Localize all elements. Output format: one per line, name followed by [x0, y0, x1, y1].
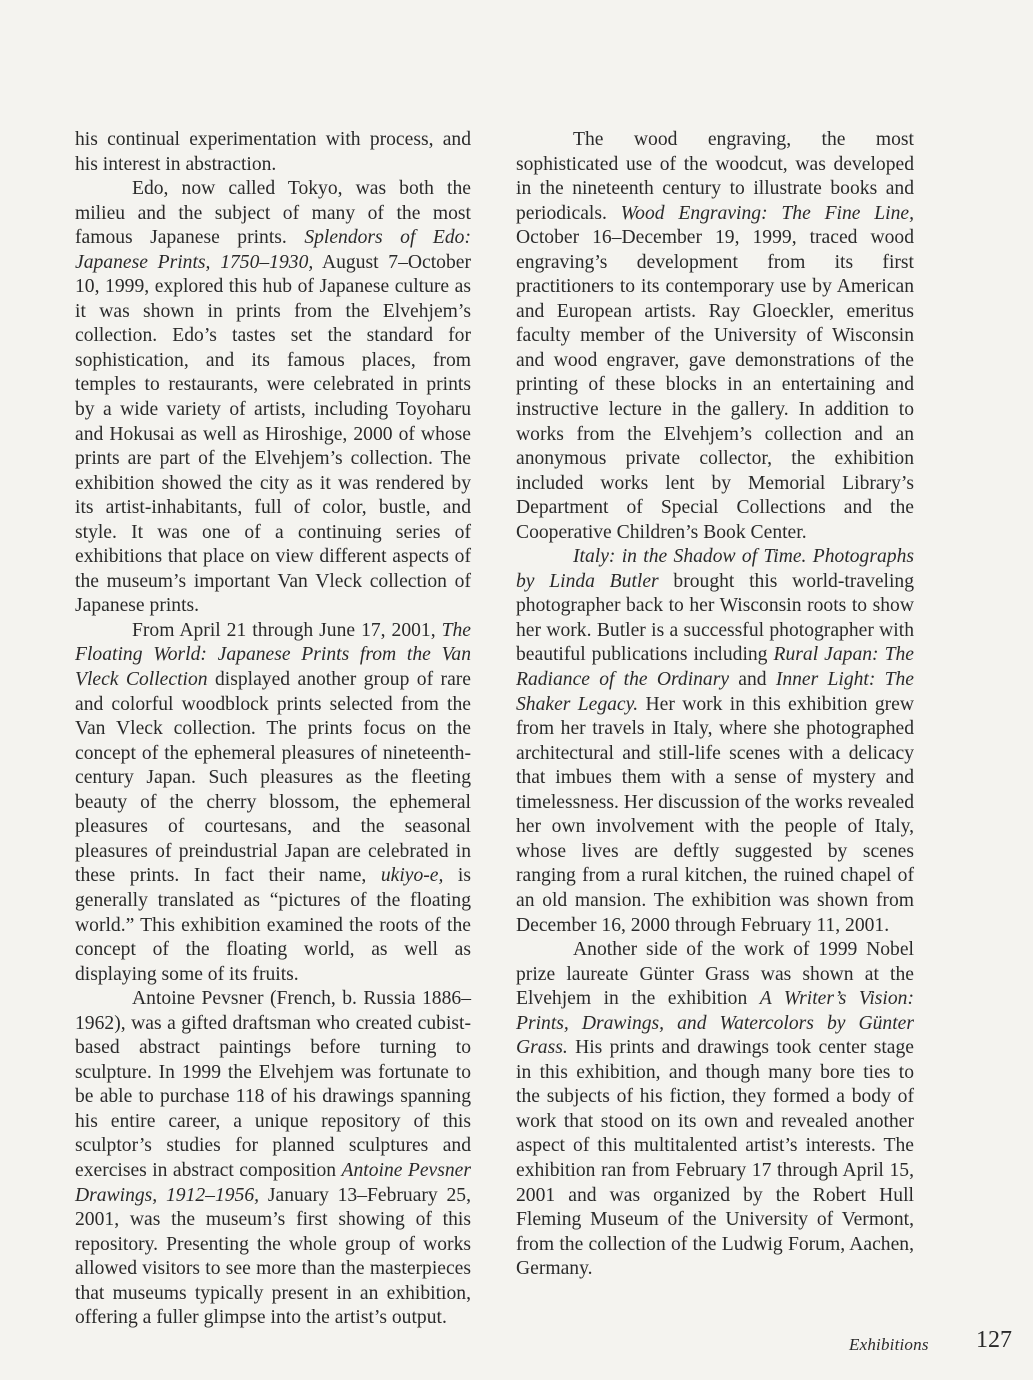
paragraph-text: January 13–February 25, 2001, was the museum’s first showing of this repository. Presenting the whole group of works allowed visitors to see more than the masterpieces that museums typically present in an exhibition, offering a fuller glimpse into the artist’s output. [75, 1184, 472, 1329]
paragraph [75, 177, 471, 619]
right-column [516, 128, 914, 1282]
paragraph-text: his continual experimentation with process, and his interest in abstraction. [75, 129, 471, 175]
paragraph-text: is generally translated as “pictures of the floating world.” This exhibition examined the roots of the concept of the floating world, as well as displaying some of its fruits. [75, 865, 471, 985]
paragraph-text: Another side of the work of 1999 Nobel prize laureate Günter Grass was shown at the Elvehjem in the exhibition [516, 939, 914, 1010]
paragraph-text: and [729, 669, 776, 691]
book-title: Inner Light: The Shaker Legacy. [516, 669, 914, 715]
paragraph [75, 619, 471, 987]
exhibition-title: The Floating World: Japanese Prints from the Van Vleck Collection [75, 619, 471, 691]
page-number: 127 [976, 1327, 1012, 1353]
paragraph [516, 545, 914, 938]
paragraph-text: brought this world-traveling photographer back to her Wisconsin roots to show her work. Butler is a successful photographer with beautiful publications including [516, 570, 915, 666]
paragraph-text: Her work in this exhibition grew from her travels in Italy, where she photographed architectural and still-life scenes with a delicacy that imbues them with a sense of mystery and timelessness. Her discussion of the works revealed her own involvement with the people of Italy, whose lives are deftly suggested by scenes ranging from a rural kitchen, the ruined chapel of an old mansion. The exhibition was shown from December 16, 2000 through February 11, 2001. [516, 693, 914, 936]
exhibition-title: Antoine Pevsner Drawings, 1912–1956, [75, 1159, 471, 1206]
paragraph-text: The wood engraving, the most sophisticated use of the woodcut, was developed in the nineteenth century to illustrate books and periodicals. [516, 129, 914, 224]
paragraph-text: From April 21 through June 17, 2001, [132, 619, 442, 641]
book-title: Rural Japan: The Radiance of the Ordinary [516, 644, 914, 691]
paragraph [75, 128, 471, 177]
paragraph [75, 987, 471, 1331]
left-column [75, 128, 471, 1331]
paragraph [516, 128, 914, 545]
paragraph [516, 938, 914, 1282]
exhibition-title: Wood Engraving: The Fine Line, [620, 202, 914, 224]
exhibition-title: A Writer’s Vision: Prints, Drawings, and Watercolors by Günter Grass. [516, 988, 914, 1059]
paragraph-text: October 16–December 19, 1999, traced wood engraving’s development from its first practitioners to its contemporary use by American and European artists. Ray Gloeckler, emeritus faculty member of the University of Wisconsin and wood engraver, gave demonstrations of the printing of these blocks in an entertaining and instructive lecture in the gallery. In addition to works from the Elvehjem’s collection and an anonymous private collector, the exhibition included works lent by Memorial Library’s Department of Special Collections and the Cooperative Children’s Book Center. [516, 227, 914, 543]
running-head: Exhibitions [849, 1335, 929, 1354]
exhibition-title: Splendors of Edo: Japanese Prints, 1750–1930, [75, 227, 471, 273]
paragraph-text: Antoine Pevsner (French, b. Russia 1886–1962), was a gifted draftsman who created cubist-based abstract paintings before turning to sculpture. In 1999 the Elvehjem was fortunate to be able to purchase 118 of his drawings spanning his entire career, a unique repository of this sculptor’s studies for planned sculptures and exercises in abstract composition [75, 988, 471, 1181]
page-footer [0, 1327, 1033, 1359]
paragraph-text: August 7–October 10, 1999, explored this hub of Japanese culture as it was shown in prints from the Elvehjem’s collection. Edo’s tastes set the standard for sophistication, and its famous places, from temples to restaurants, were celebrated in prints by a wide variety of artists, including Toyoharu and Hokusai as well as Hiroshige, 2000 of whose prints are part of the Elvehjem’s collection. The exhibition showed the city as it was rendered by its artist-inhabitants, full of color, bustle, and style. It was one of a continuing series of exhibitions that place on view different aspects of the museum’s important Van Vleck collection of Japanese prints. [75, 251, 472, 617]
paragraph-text: Edo, now called Tokyo, was both the milieu and the subject of many of the most famous Japanese prints. [75, 178, 471, 249]
exhibition-title: Italy: in the Shadow of Time. Photographs by Linda Butler [516, 546, 914, 592]
italic-term: ukiyo-e, [380, 865, 444, 887]
paragraph-text: His prints and drawings took center stage in this exhibition, and though many bore ties to the subjects of his fiction, they formed a body of work that stood on its own and revealed another aspect of this multitalented artist’s interests. The exhibition ran from February 17 through April 15, 2001 and was organized by the Robert Hull Fleming Museum of the University of Vermont, from the collection of the Ludwig Forum, Aachen, Germany. [516, 1037, 914, 1280]
paragraph-text: displayed another group of rare and colorful woodblock prints selected from the Van Vleck collection. The prints focus on the concept of the ephemeral pleasures of nineteenth-century Japan. Such pleasures as the fleeting beauty of the cherry blossom, the ephemeral pleasures of courtesans, and the seasonal pleasures of preindustrial Japan are celebrated in these prints. In fact their name, [75, 669, 471, 887]
